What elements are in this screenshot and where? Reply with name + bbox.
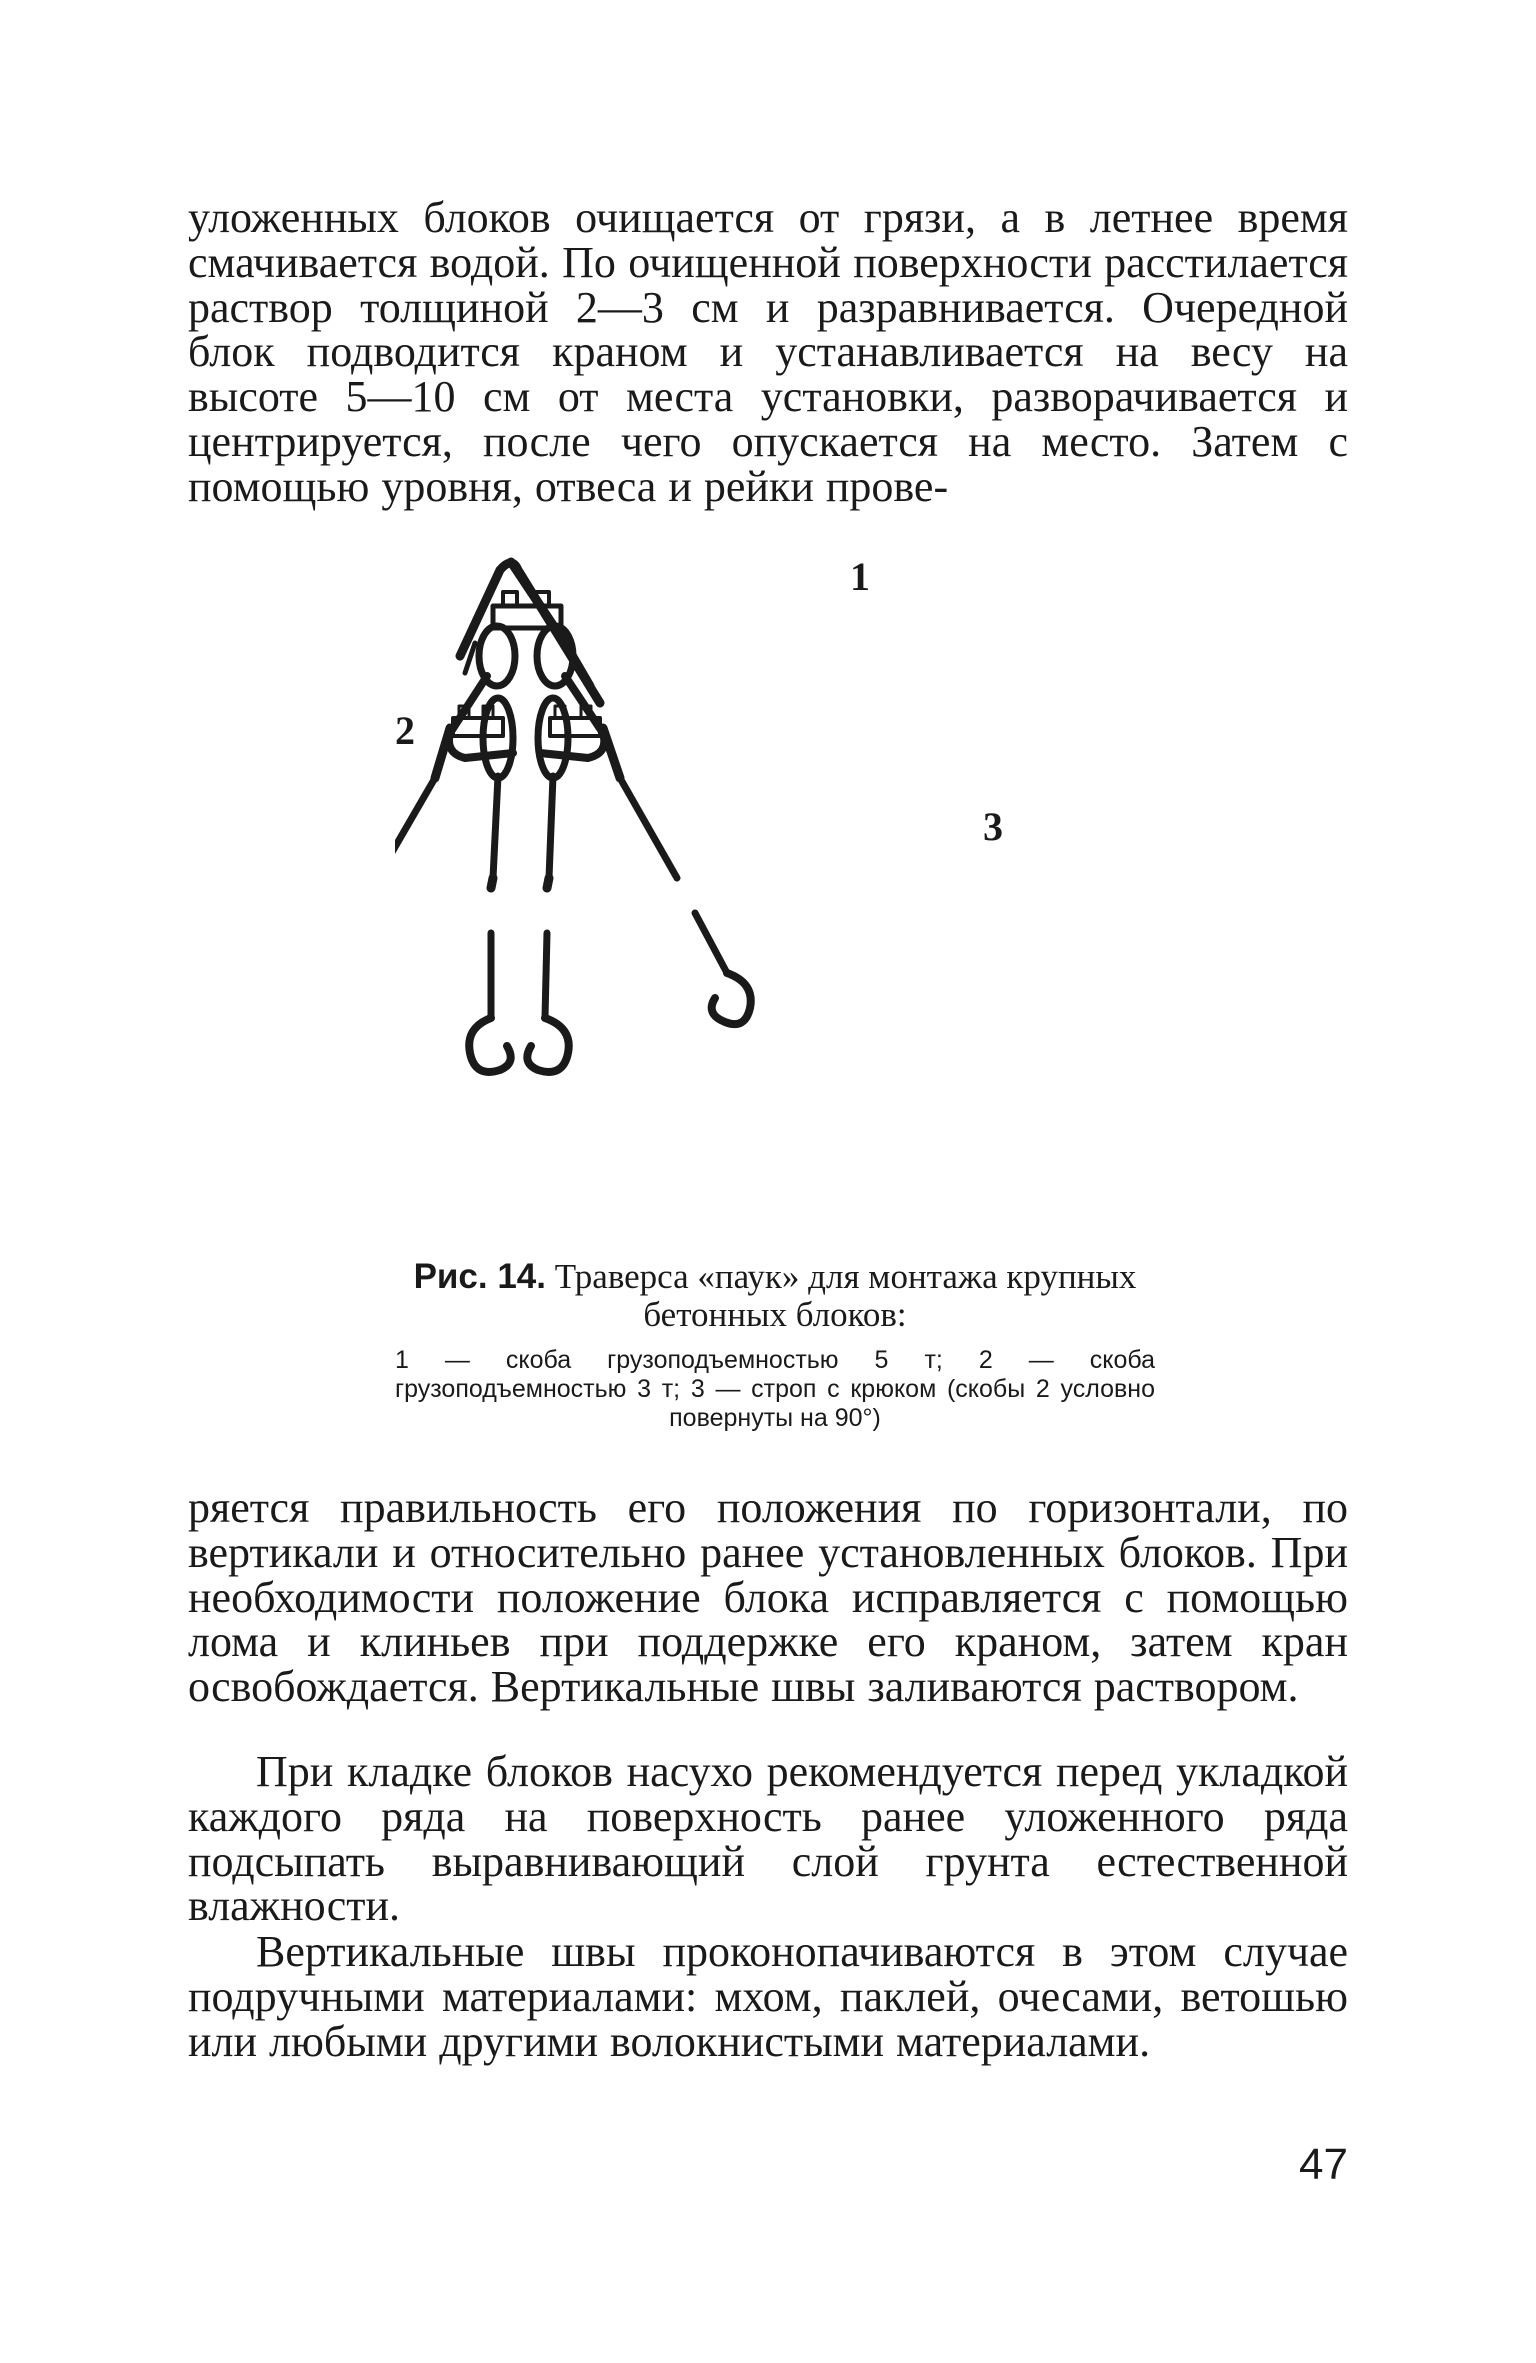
page-number: 47 <box>1299 2140 1348 2189</box>
paragraph-3: При кладке блоков насухо рекомендуется перед укладкой каждого ряда на поверхность ранее уложенного ряда подсыпать выравнивающий слой грунта естественной влажности. <box>188 1747 1348 1931</box>
label-2: 2 <box>395 708 415 753</box>
spider-traverse-drawing <box>395 548 1175 1238</box>
paragraph-2: ряется правильность его положения по горизонтали, по вертикали и относительно ранее установленных блоков. При необходимости положение блока исправляется с помощью лома и клиньев при поддержке его краном, затем кран освобождается. Вертикальные швы заливаются раствором. <box>188 1483 1348 1712</box>
label-1: 1 <box>850 554 870 599</box>
paragraph-4: Вертикальные швы проконопачиваются в этом случае подручными материалами: мхом, паклей, очесами, ветошью или любыми другими волокнистыми материалами. <box>188 1927 1348 2066</box>
label-3: 3 <box>983 804 1003 849</box>
figure-legend: 1 — скоба грузоподъемностью 5 т; 2 — скоба грузоподъемностью 3 т; 3 — строп с крюком (скобы 2 условно повернуты на 90°) <box>395 1346 1155 1432</box>
figure-caption-text: Траверса «паук» для монтажа крупных бетонных блоков: <box>554 1257 1137 1334</box>
figure-number: Рис. 14. <box>413 1257 546 1296</box>
figure-caption <box>395 1258 1155 1334</box>
paragraph-1: уложенных блоков очищается от грязи, а в летнее время смачивается водой. По очищенной поверхности расстилается раствор толщиной 2—3 см и разравнивается. Очередной блок подводится краном и устанавливается на весу на высоте 5—10 см от места установки, разворачивается и центрируется, после чего опускается на место. Затем с помощью уровня, отвеса и рейки прове- <box>188 193 1348 511</box>
figure-spider-traverse <box>395 548 1175 1238</box>
